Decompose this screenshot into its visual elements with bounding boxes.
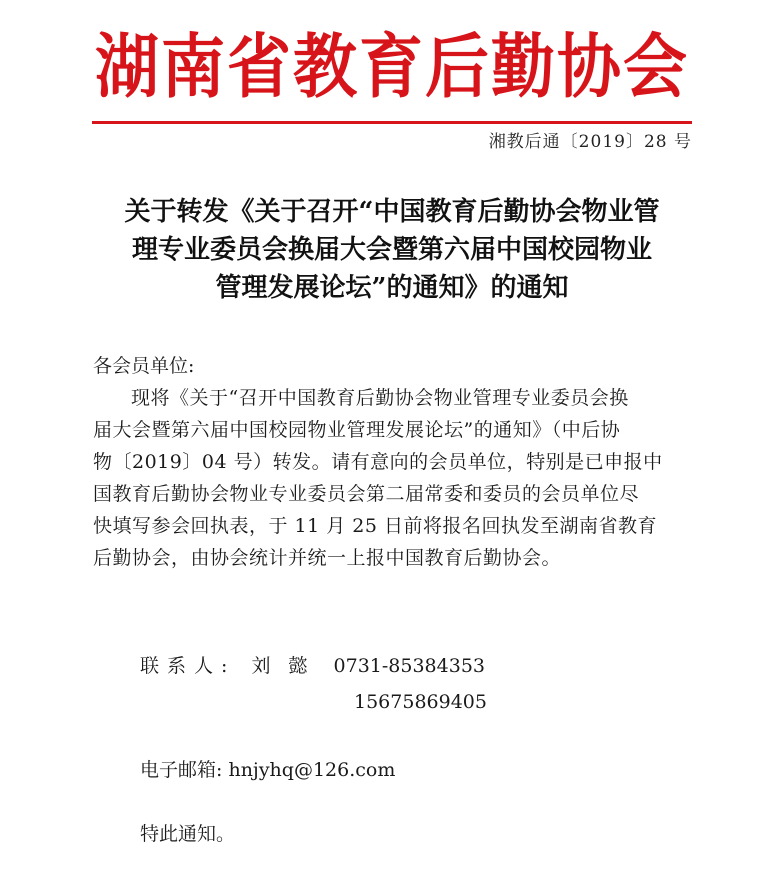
- paragraph-line: 国教育后勤协会物业专业委员会第二届常委和委员的会员单位尽: [93, 483, 640, 505]
- document-number: 湘教后通〔2019〕28 号: [488, 132, 692, 152]
- body-paragraph: [93, 382, 693, 574]
- contact-phone-mobile: 15675869405: [354, 691, 487, 713]
- document-body: [93, 350, 693, 574]
- contact-person-name: 刘懿: [251, 655, 326, 677]
- email-address: hnjyhq@126.com: [228, 759, 396, 781]
- title-line-2: 理专业委员会换届大会暨第六届中国校园物业: [131, 235, 652, 265]
- paragraph-line: 届大会暨第六届中国校园物业管理发展论坛”的通知》（中后协: [93, 419, 621, 441]
- paragraph-line: 后勤协会，由协会统计并统一上报中国教育后勤协会。: [93, 547, 562, 569]
- title-line-1: 关于转发《关于召开“中国教育后勤协会物业管: [124, 197, 660, 227]
- salutation: 各会员单位:: [93, 355, 195, 377]
- email-row: [140, 756, 395, 784]
- paragraph-line: 物〔2019〕04 号）转发。请有意向的会员单位，特别是已申报中: [93, 451, 663, 473]
- title-line-3: 管理发展论坛”的通知》的通知: [215, 273, 569, 303]
- contact-phone-office: 0731-85384353: [333, 655, 485, 677]
- paragraph-line: 快填写参会回执表，于 11 月 25 日前将报名回执发至湖南省教育: [93, 515, 658, 537]
- masthead-red-rule: [92, 121, 692, 124]
- closing-remark: 特此通知。: [140, 823, 236, 845]
- email-label: 电子邮箱:: [140, 759, 223, 781]
- masthead-organization-name: 湖南省教育后勤协会: [95, 26, 689, 108]
- contact-person-row: [140, 652, 485, 680]
- contact-person-label: 联系人:: [140, 655, 236, 677]
- paragraph-line: 现将《关于“召开中国教育后勤协会物业管理专业委员会换: [131, 387, 629, 409]
- document-title: [80, 193, 704, 307]
